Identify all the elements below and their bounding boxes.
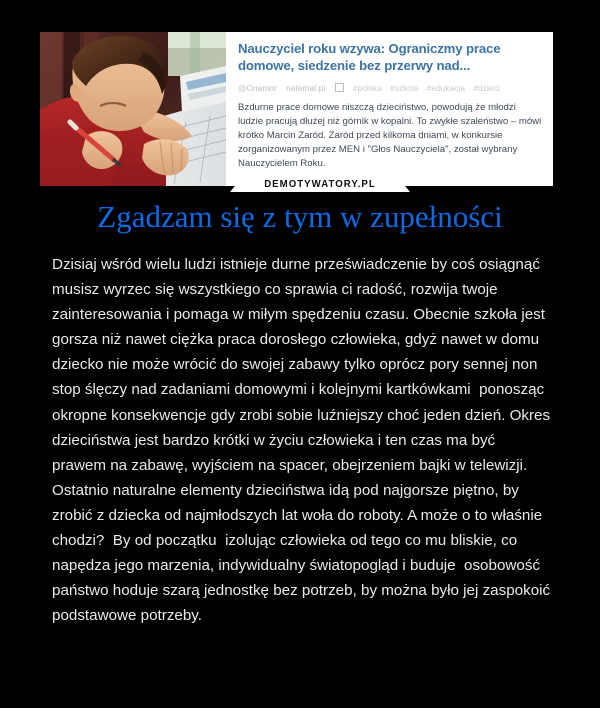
article-source[interactable]: natemat.pl xyxy=(286,82,326,93)
article-tag[interactable]: #dzieci xyxy=(473,82,500,93)
article-headline[interactable]: Nauczyciel roku wzywa: Ograniczmy prace domowe, siedzenie bez przerwy nad... xyxy=(238,41,501,74)
page-title: Zgadzam się z tym w zupełności xyxy=(97,199,503,234)
article-card xyxy=(40,32,553,186)
article-lede: Bzdurne prace domowe niszczą dzieciństwo, powodują że młodzi ludzie pracują dłużej niż górnik w kopalni. To zwykłe szaleństwo – mówi krótko Marcin Zaród. Zaród przed kilkoma dniami, w konkursie zorganizowanym przez MEN i "Głos Nauczyciela", został wybrany Nauczycielem Roku. xyxy=(238,101,542,169)
article-meta xyxy=(238,82,543,93)
watermark-ribbon xyxy=(230,175,410,192)
article-tag[interactable]: #polska xyxy=(352,82,382,93)
article-tag[interactable]: #edukacja xyxy=(426,82,465,93)
body-text: Dzisiaj wśród wielu ludzi istnieje durne przeświadczenie by coś osiągnąć musisz wyrzec się wszystkiego co sprawia ci radość, rozwija twoje zainteresowania i pomaga w miłym spędzeniu czasu. Obecnie szkoła jest gorsza niż nawet ciężka praca dorosłego człowieka, gdyż nawet w domu dziecko nie może wrócić do swojej zabawy tylko oprócz pory sennej non stop ślęczy nad zadaniami domowymi i kolejnymi kartkówkami ponosząc okropne konsekwencje gdy zrobi sobie luźniejszy choć jeden dzień. Okres dzieciństwa jest bardzo krótki w życiu człowieka i ten czas ma być prawem na zabawę, wyjściem na spacer, obejrzeniem bajki w telewizji. Ostatnio naturalne elementy dzieciństwa idą pod najgorsze piętno, by zrobić z dziecka od najmłodszych lat woła do roboty. A może o to właśnie chodzi? By od początku izolując człowieka od tego co mu bliskie, co napędza jego marzenia, indywidualny światopogląd i buduje osobowość państwo hoduje szarą jednostkę bez potrzeb, by można było jej zaspokoić podstawowe potrzeby. xyxy=(52,256,555,625)
watermark-label: DEMOTYWATORY.PL xyxy=(264,177,376,190)
article-card-body xyxy=(226,32,553,186)
article-author[interactable]: @Onamor xyxy=(238,82,277,93)
article-thumbnail xyxy=(40,32,226,186)
article-tag[interactable]: #szkola xyxy=(390,82,419,93)
grid-icon xyxy=(335,83,344,92)
